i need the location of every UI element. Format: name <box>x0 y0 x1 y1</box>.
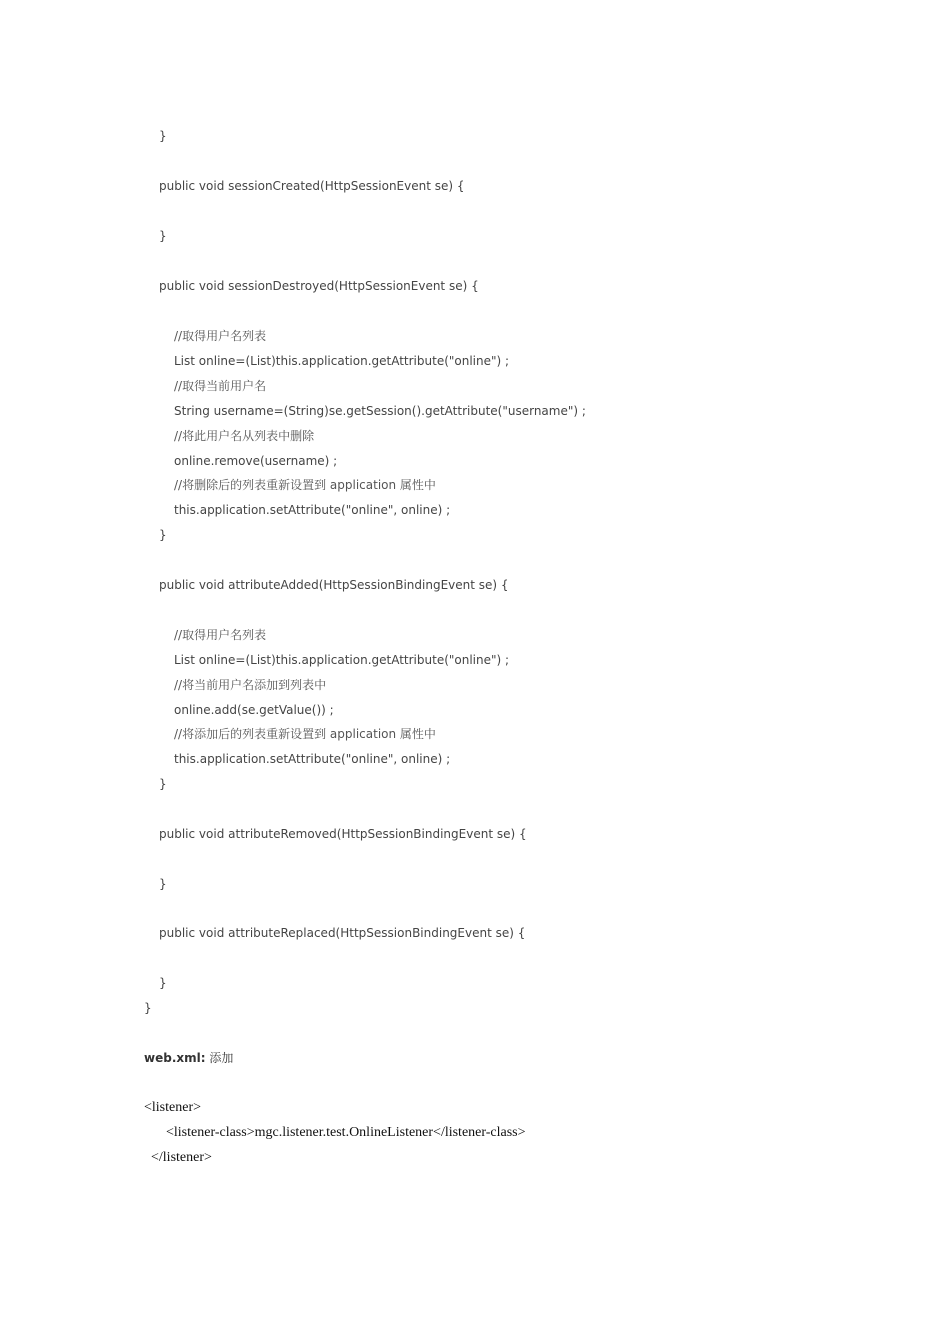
code-line: } <box>159 777 167 791</box>
code-comment: //取得用户名列表 <box>174 329 267 343</box>
code-line: List online=(List)this.application.getAttribute("online") ; <box>174 653 510 667</box>
code-line: online.remove(username) ; <box>174 454 338 468</box>
code-line: String username=(String)se.getSession().getAttribute("username") ; <box>174 404 586 418</box>
code-line: this.application.setAttribute("online", online) ; <box>174 503 451 517</box>
code-line: } <box>144 1001 152 1015</box>
code-line: } <box>159 877 167 891</box>
xml-line: </listener> <box>151 1150 212 1165</box>
xml-line: <listener-class>mgc.listener.test.OnlineListener</listener-class> <box>166 1125 526 1140</box>
code-line: } <box>159 129 167 143</box>
code-line: public void attributeReplaced(HttpSessionBindingEvent se) { <box>159 926 526 940</box>
code-line: public void attributeRemoved(HttpSessionBindingEvent se) { <box>159 827 527 841</box>
code-line: } <box>159 528 167 542</box>
code-comment: //将添加后的列表重新设置到 application 属性中 <box>174 727 436 741</box>
code-comment: //将当前用户名添加到列表中 <box>174 678 327 692</box>
code-comment: //将此用户名从列表中删除 <box>174 429 315 443</box>
code-comment: //取得当前用户名 <box>174 379 267 393</box>
code-comment: //取得用户名列表 <box>174 628 267 642</box>
code-line: public void sessionCreated(HttpSessionEvent se) { <box>159 179 465 193</box>
code-comment: //将删除后的列表重新设置到 application 属性中 <box>174 478 436 492</box>
code-line: public void attributeAdded(HttpSessionBindingEvent se) { <box>159 578 509 592</box>
code-line: } <box>159 976 167 990</box>
section-heading-text: 添加 <box>205 1051 234 1065</box>
code-line: online.add(se.getValue()) ; <box>174 703 334 717</box>
code-line: } <box>159 229 167 243</box>
code-line: List online=(List)this.application.getAttribute("online") ; <box>174 354 510 368</box>
section-heading <box>144 1049 233 1066</box>
code-line: public void sessionDestroyed(HttpSessionEvent se) { <box>159 279 479 293</box>
section-heading-filename: web.xml: <box>144 1051 206 1065</box>
xml-line: <listener> <box>144 1100 201 1115</box>
code-line: this.application.setAttribute("online", online) ; <box>174 752 451 766</box>
